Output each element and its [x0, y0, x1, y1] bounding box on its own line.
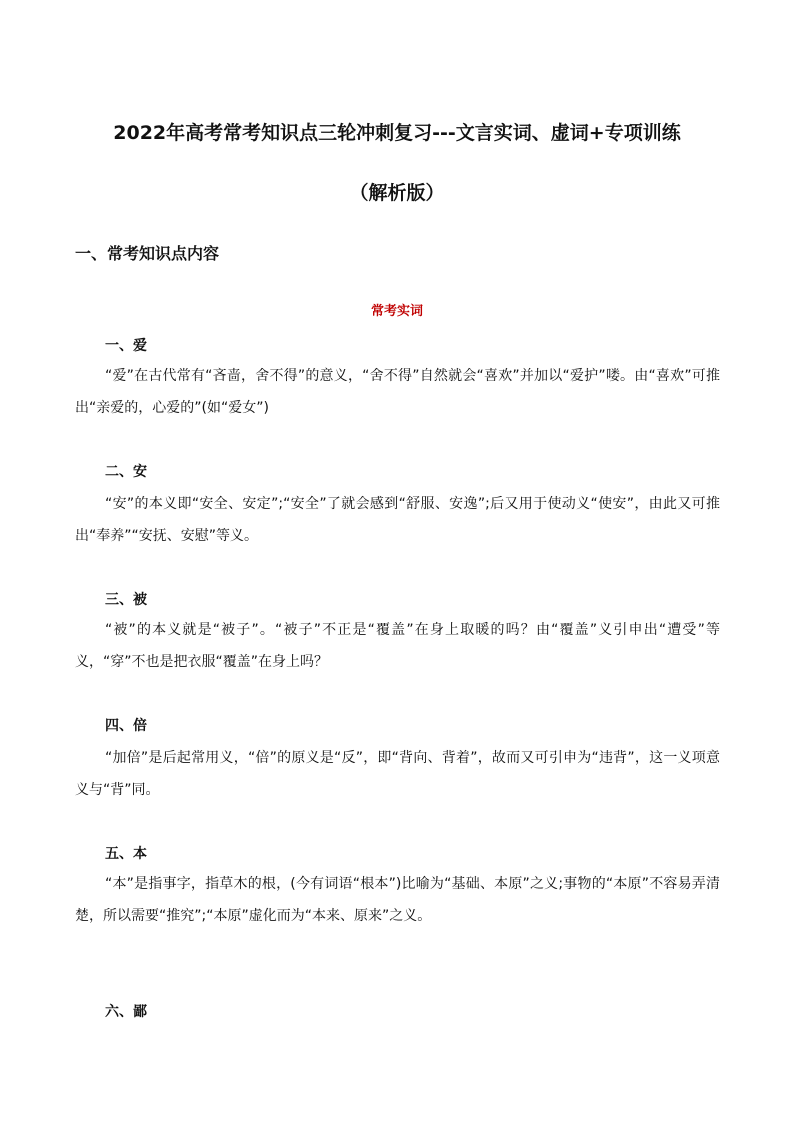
entry-body-an: “安”的本义即“安全、安定”;“安全”了就会感到“舒服、安逸”;后又用于使动义“使安”，由此又可推出“奉养”“安抚、安慰”等义。 — [75, 496, 720, 544]
entry-body-ben: “本”是指事字，指草木的根，(今有词语“根本”)比喻为“基础、本原”之义;事物的“本原”不容易弄清楚，所以需要“推究”;“本原”虚化而为“本来、原来”之义。 — [75, 876, 720, 924]
document-title: 2022年高考常考知识点三轮冲刺复习---文言实词、虚词+专项训练 — [113, 122, 681, 144]
document-subtitle: （解析版） — [349, 182, 445, 204]
entry-head-bei2: 四、倍 — [105, 718, 147, 734]
section-heading: 一、常考知识点内容 — [75, 244, 220, 263]
entry-head-bei: 三、被 — [105, 592, 147, 608]
entry-head-ben: 五、本 — [105, 846, 147, 862]
entry-head-bi: 六、鄙 — [105, 1004, 147, 1020]
subsection-title: 常考实词 — [370, 304, 423, 319]
entry-head-ai: 一、爱 — [105, 338, 147, 354]
entry-body-ai: “爱”在古代常有“吝啬，舍不得”的意义，“舍不得”自然就会“喜欢”并加以“爱护”喽。由“喜欢”可推出“亲爱的，心爱的”(如“爱女”) — [75, 368, 720, 416]
entry-head-an: 二、安 — [105, 464, 147, 480]
entry-body-bei2: “加倍”是后起常用义，“倍”的原义是“反”，即“背向、背着”，故而又可引申为“违背”，这一义项意义与“背”同。 — [75, 750, 720, 798]
entry-body-bei: “被”的本义就是“被子”。“被子”不正是“覆盖”在身上取暖的吗？由“覆盖”义引申出“遭受”等义，“穿”不也是把衣服“覆盖”在身上吗？ — [75, 622, 720, 670]
